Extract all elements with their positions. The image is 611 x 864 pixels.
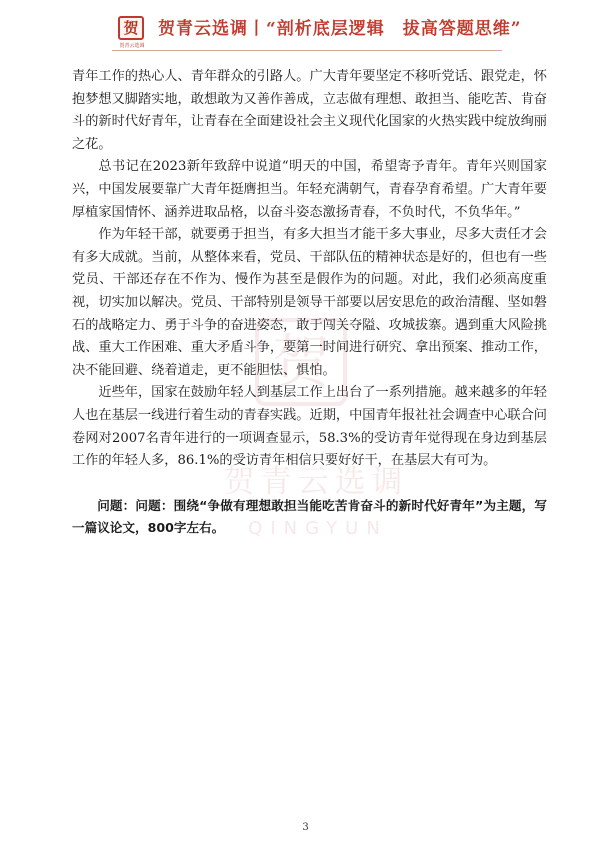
watermark-text: 贺青云选调 bbox=[223, 464, 409, 500]
page-header bbox=[112, 14, 542, 50]
watermark-pinyin: QINGYUN bbox=[248, 518, 388, 539]
document-body bbox=[72, 66, 547, 539]
page-number: 3 bbox=[302, 822, 309, 833]
paragraph-4: 近些年，国家在鼓励年轻人到基层工作上出台了一系列措施。越来越多的年轻人也在基层一线进行着生动的青春实践。近期，中国青年报社社会调查中心联合问卷网对2007名青年进行的一项调查显示，58.3%的受访青年觉得现在身边到基层工作的年轻人多，86.1%的受访青年相信只要好好干，在基层大有可为。 bbox=[72, 385, 547, 469]
watermark-seal-glyph: 贺 bbox=[271, 328, 330, 396]
paragraph-1: 青年工作的热心人、青年群众的引路人。广大青年要坚定不移听党话、跟党走，怀抱梦想又脚踏实地，敢想敢为又善作善成，立志做有理想、敢担当、能吃苦、肯奋斗的新时代好青年，让青春在全面建设社会主义现代化国家的火热实践中绽放绚丽之花。 bbox=[72, 69, 547, 152]
essay-question: 问题：问题：围绕“争做有理想敢担当能吃苦肯奋斗的新时代好青年”为主题，写一篇议论文，800字左右。 bbox=[72, 497, 547, 535]
logo-seal-icon bbox=[118, 16, 144, 40]
logo-glyph: 贺 bbox=[123, 19, 139, 37]
paragraph-2: 总书记在2023新年致辞中说道“明天的中国，希望寄予青年。青年兴则国家兴，中国发展要靠广大青年挺膺担当。年轻充满朝气，青春孕育希望。广大青年要厚植家国情怀、涵养进取品格，以奋斗姿态激扬青春，不负时代，不负华年。” bbox=[72, 159, 547, 220]
paragraph-3: 作为年轻干部，就要勇于担当，有多大担当才能干多大事业，尽多大责任才会有多大成就。当前，从整体来看，党员、干部队伍的精神状态是好的，但也有一些党员、干部还存在不作为、慢作为甚至是假作为的问题。对此，我们必须高度重视，切实加以解决。党员、干部特别是领导干部要以居安思危的政治清醒、坚如磐石的战略定力、勇于斗争的奋进姿态，敢于闯关夺隘、攻城拔寨。遇到重大风险挑战、重大工作困难、重大矛盾斗争，要第一时间进行研究、拿出预案、推动工作，决不能回避、绕着道走，更不能胆怯、惧怕。 bbox=[72, 227, 547, 378]
header-divider bbox=[112, 50, 502, 51]
header-title: 贺青云选调丨“剖析底层逻辑 拔高答题思维” bbox=[158, 19, 522, 39]
logo-caption: 贺青云选调 bbox=[119, 43, 145, 49]
